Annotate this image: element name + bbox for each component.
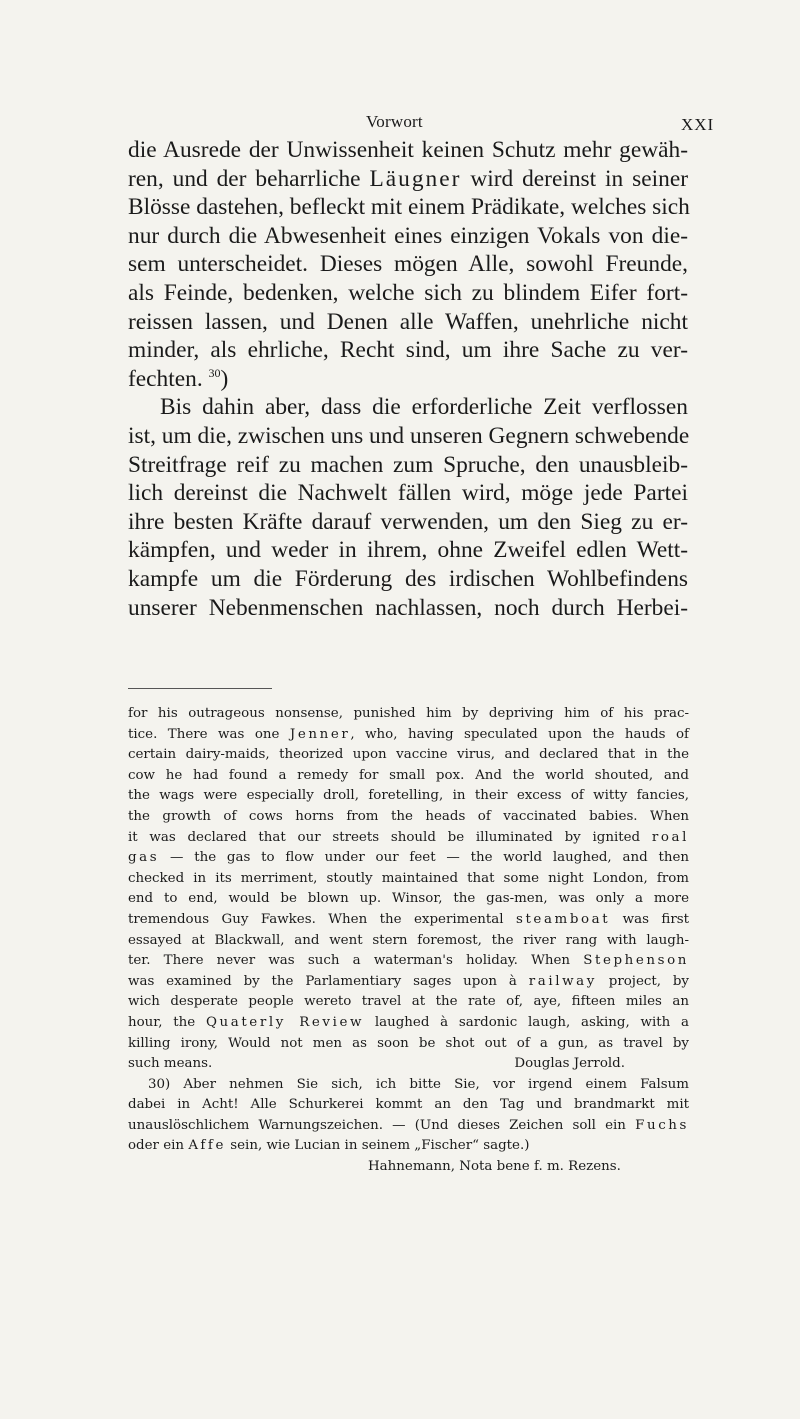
footnote-line: hour, the Quaterly Review laughed à sardonic laugh, asking, with a [128, 1014, 689, 1030]
footnote-line: such means. Douglas Jerrold. [128, 1054, 689, 1075]
emphasized-word: Jenner [289, 726, 351, 742]
footnote-line: was examined by the Parlamentiary sages upon à railway project, by [128, 973, 689, 989]
main-body-text [128, 136, 688, 622]
emphasized-word: Affe [188, 1138, 226, 1154]
footnote-line: tice. There was one Jenner, who, having speculated upon the hauds of [128, 726, 690, 742]
footnote-line: the wags were especially droll, foretelling, in their excess of witty fancies, [128, 788, 689, 804]
text-line: ihre besten Kräfte darauf verwenden, um den Sieg zu er- [128, 508, 688, 535]
emphasized-word: Quaterly Review [205, 1014, 365, 1030]
footnote-line: wich desperate people wereto travel at the rate of, aye, fifteen miles an [128, 994, 689, 1010]
footnote-line: it was declared that our streets should be illuminated by ignited roal [128, 829, 689, 845]
text-line: die Ausrede der Unwissenheit keinen Schutz mehr gewäh- [128, 137, 688, 163]
footnote-line: oder ein Affe sein, wie Lucian in seinem „Fischer“ sagte.) [128, 1138, 530, 1154]
text-line: unserer Nebenmenschen nachlassen, noch durch Herbei- [128, 594, 688, 621]
text-line: als Feinde, bedenken, welche sich zu blindem Eifer fort- [128, 279, 688, 306]
emphasized-word: steamboat [515, 911, 611, 927]
running-head: Vorwort [366, 112, 423, 131]
footnote-reference: 30 [208, 365, 221, 380]
text-line: ist, um die, zwischen uns und unseren Gegnern schwebende [128, 422, 690, 449]
emphasized-word: Läugner [369, 165, 462, 192]
footnote-line: the growth of cows horns from the heads of vaccinated babies. When [128, 808, 689, 824]
text-line: Blösse dastehen, befleckt mit einem Prädikate, welches sich [128, 194, 690, 221]
text-line: reissen lassen, und Denen alle Waffen, unehrliche nicht [128, 308, 688, 335]
text-line: Bis dahin aber, dass die erforderliche Zeit verflossen [160, 394, 688, 421]
footnote-line: dabei in Acht! Alle Schurkerei kommt an den Tag und brandmarkt mit [128, 1097, 689, 1113]
emphasized-word: Fuchs [635, 1117, 689, 1133]
footnote-line: checked in its merriment, stoutly maintained that some night London, from [128, 870, 689, 886]
text-line: Streitfrage reif zu machen zum Spruche, den unausbleib- [128, 451, 688, 478]
footnote-line: unauslöschlichem Warnungszeichen. — (Und dieses Zeichen soll ein Fuchs [128, 1117, 689, 1133]
footnote-line: cow he had found a remedy for small pox. And the world shouted, and [128, 767, 689, 783]
text-line: sem unterscheidet. Dieses mögen Alle, sowohl Freunde, [128, 251, 688, 278]
footnote-line: essayed at Blackwall, and went stern foremost, the river rang with laugh- [128, 932, 689, 948]
emphasized-word: gas [128, 850, 160, 866]
page-header [0, 112, 800, 136]
footnote-line: gas — the gas to flow under our feet — the world laughed, and then [128, 850, 689, 866]
text-line: fechten. $^{30}$) [128, 365, 229, 392]
footnote-line: 30) Aber nehmen Sie sich, ich bitte Sie, vor irgend einem Falsum [148, 1076, 689, 1092]
footnote-signature: Douglas Jerrold. [514, 1056, 625, 1072]
text-line: lich dereinst die Nachwelt fällen wird, möge jede Partei [128, 480, 688, 507]
emphasized-word: railway [528, 973, 597, 989]
footnote-line: tremendous Guy Fawkes. When the experimental steamboat was first [128, 911, 689, 927]
emphasized-word: roal [651, 829, 689, 845]
text-line: kampfe um die Förderung des irdischen Wohlbefindens [128, 565, 688, 592]
text-line: kämpfen, und weder in ihrem, ohne Zweifel edlen Wett- [128, 537, 688, 564]
footnote-signature-line: Hahnemann, Nota bene f. m. Rezens. [368, 1159, 621, 1175]
text-line: nur durch die Abwesenheit eines einzigen Vokals von die- [128, 222, 688, 249]
footnote-line: end to end, would be blown up. Winsor, the gas-men, was only a more [128, 891, 689, 907]
footnote-line: for his outrageous nonsense, punished him by depriving him of his prac- [128, 706, 689, 721]
footnotes [128, 704, 689, 1178]
text-line: minder, als ehrliche, Recht sind, um ihre Sache zu ver- [128, 337, 688, 364]
text-line: ren, und der beharrliche Läugner wird dereinst in seiner [128, 165, 689, 192]
footnote-line: killing irony, Would not men as soon be shot out of a gun, as travel by [128, 1035, 689, 1051]
footnote-line: ter. There never was such a waterman's holiday. When Stephenson [128, 953, 689, 969]
footnote-line: certain dairy-maids, theorized upon vaccine virus, and declared that in the [128, 747, 689, 763]
page-number: XXI [681, 115, 715, 134]
footnote-divider [128, 688, 272, 689]
emphasized-word: Stephenson [583, 953, 689, 969]
